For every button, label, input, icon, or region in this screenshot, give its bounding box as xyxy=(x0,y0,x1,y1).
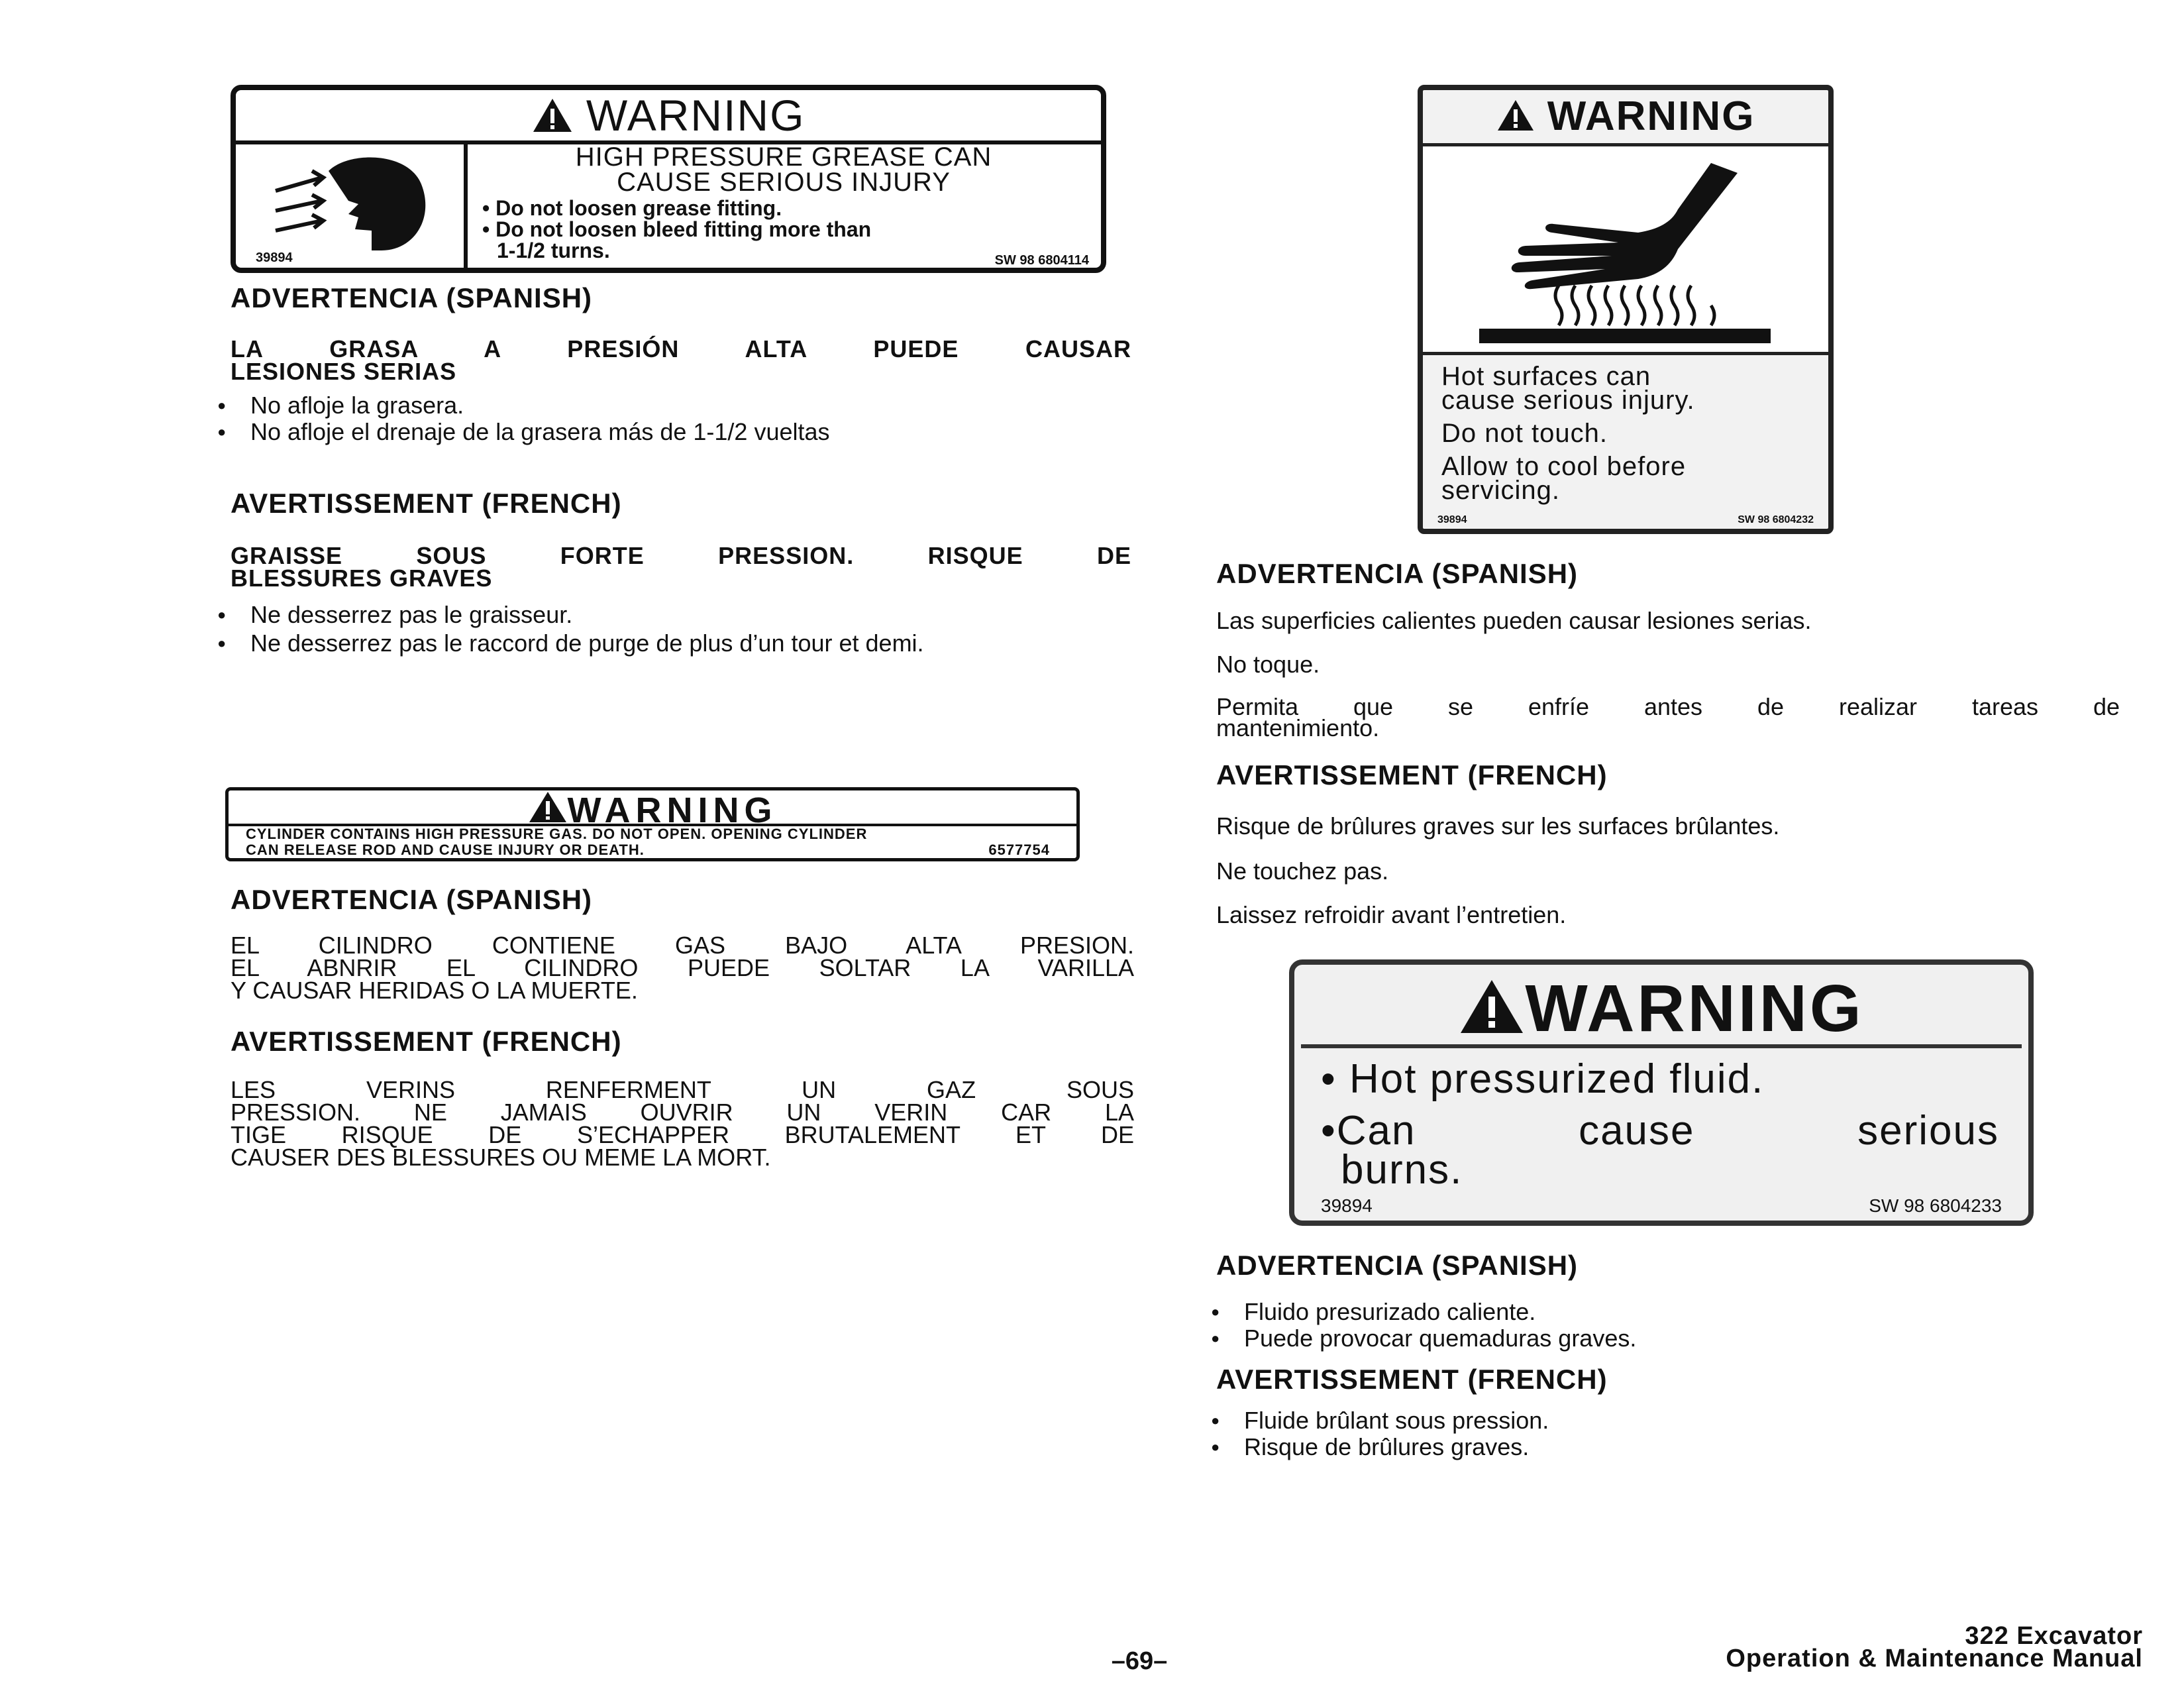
label-code-left: 39894 xyxy=(256,250,293,265)
label-text-line: servicing. xyxy=(1441,476,1560,505)
label-header-text: WARNING xyxy=(586,91,806,140)
label-code-left: 39894 xyxy=(1437,514,1467,525)
hot-surface-pictogram xyxy=(1423,146,1828,355)
spanish-heading: ADVERTENCIA (SPANISH) xyxy=(231,282,593,313)
manual-title-line: Operation & Maintenance Manual xyxy=(1726,1645,2143,1672)
manual-title-line: 322 Excavator xyxy=(1965,1622,2143,1650)
label-text-line: CYLINDER CONTAINS HIGH PRESSURE GAS. DO NOT OPEN. OPENING CYLINDER xyxy=(246,826,868,842)
warning-triangle-icon xyxy=(1496,99,1535,132)
label-code-right: SW 98 6804232 xyxy=(1738,514,1814,525)
label-text-line: Do not touch. xyxy=(1441,419,1608,448)
head-spray-icon xyxy=(249,151,448,257)
label-code-right: SW 98 6804114 xyxy=(994,253,1089,268)
manual-title xyxy=(1726,1622,2143,1672)
cylinder-warning-label xyxy=(225,787,1080,861)
spanish-heading: ADVERTENCIA (SPANISH) xyxy=(231,884,593,915)
french-paragraph: Risque de brûlures graves sur les surfaces brûlantes. xyxy=(1216,812,1780,840)
list-item: ● Fluido presurizado caliente. xyxy=(1211,1299,2072,1325)
label-text-line: Hot surfaces can xyxy=(1441,362,1651,391)
spanish-paragraph: Permita que se enfríe antes de realizar tareas de xyxy=(1216,693,2120,720)
label-text-line: cause serious injury. xyxy=(1441,386,1695,415)
label-header xyxy=(236,90,1101,144)
label-header-text: WARNING xyxy=(1547,93,1755,139)
french-heading: AVERTISSEMENT (FRENCH) xyxy=(231,1026,622,1057)
hand-over-heat-icon xyxy=(1459,150,1791,349)
hot-fluid-warning-label xyxy=(1289,959,2034,1226)
label-bullet: •Can cause serious xyxy=(1321,1108,1999,1154)
french-paragraph: Ne touchez pas. xyxy=(1216,857,1389,885)
french-paragraph: LES VERINS RENFERMENT UN GAZ SOUS PRESSION. NE JAMAIS OUVRIR UN VERIN CAR LA TIGE RISQUE DE S’ECHAPPER BRUTALEMENT ET DE CAUSER DES BLESSURES OU MEME LA MORT. xyxy=(231,1076,1134,1171)
label-bullet: 1-1/2 turns. xyxy=(497,239,610,262)
label-code-left: 39894 xyxy=(1321,1195,1373,1216)
list-item: ● Ne desserrez pas le raccord de purge de plus d’un tour et demi. xyxy=(217,632,1138,655)
french-paragraph: Laissez refroidir avant l’entretien. xyxy=(1216,901,1567,928)
label-bullet: • Do not loosen grease fitting. xyxy=(482,196,782,220)
warning-triangle-icon xyxy=(528,790,568,824)
page-number: –69– xyxy=(1111,1647,1168,1675)
label-header xyxy=(1423,90,1828,146)
label-header-text: WARNING xyxy=(567,790,778,830)
head-pressure-pictogram xyxy=(236,144,468,268)
warning-triangle-icon xyxy=(1459,978,1525,1035)
label-title-line: HIGH PRESSURE GREASE CAN xyxy=(575,142,992,172)
list-item: ● No afloje el drenaje de la grasera más de 1-1/2 vueltas xyxy=(217,419,1145,445)
warning-triangle-icon xyxy=(532,97,573,133)
hot-surface-warning-label xyxy=(1418,85,1834,534)
spanish-bullet-list xyxy=(1211,1299,2072,1352)
spanish-paragraph: EL CILINDRO CONTIENE GAS BAJO ALTA PRESION. EL ABNRIR EL CILINDRO PUEDE SOLTAR LA VARILLA Y CAUSAR HERIDAS O LA MUERTE. xyxy=(231,932,1134,1004)
label-bullet: • Do not loosen bleed fitting more than xyxy=(482,217,872,241)
spanish-bullet-list xyxy=(217,392,1145,445)
spanish-paragraph: mantenimiento. xyxy=(1216,714,1380,741)
french-caps-line: GRAISSE SOUS FORTE PRESSION. RISQUE DE xyxy=(231,542,1131,569)
list-item: ● Fluide brûlant sous pression. xyxy=(1211,1407,2072,1434)
label-header xyxy=(229,790,1076,830)
label-bullet: burns. xyxy=(1341,1147,1463,1193)
spanish-heading: ADVERTENCIA (SPANISH) xyxy=(1216,1250,1579,1281)
label-text-line: CAN RELEASE ROD AND CAUSE INJURY OR DEATH. 6577754 xyxy=(246,842,1050,858)
french-caps-line: BLESSURES GRAVES xyxy=(231,565,493,592)
label-header xyxy=(1301,971,2022,1048)
grease-warning-label xyxy=(231,85,1106,273)
list-item: ● Puede provocar quemaduras graves. xyxy=(1211,1325,2072,1352)
french-bullet-list xyxy=(1211,1407,2072,1460)
spanish-caps-line: LA GRASA A PRESIÓN ALTA PUEDE CAUSAR xyxy=(231,335,1131,362)
list-item: ● No afloje la grasera. xyxy=(217,392,1145,419)
label-text-panel xyxy=(469,144,1098,268)
spanish-paragraph: No toque. xyxy=(1216,651,1320,678)
label-title-line: CAUSE SERIOUS INJURY xyxy=(617,168,951,197)
spanish-caps-line: LESIONES SERIAS xyxy=(231,358,457,385)
french-heading: AVERTISSEMENT (FRENCH) xyxy=(231,488,622,519)
spanish-heading: ADVERTENCIA (SPANISH) xyxy=(1216,558,1579,589)
french-heading: AVERTISSEMENT (FRENCH) xyxy=(1216,1364,1608,1395)
list-item: ● Ne desserrez pas le graisseur. xyxy=(217,602,1138,628)
spanish-paragraph: Las superficies calientes pueden causar lesiones serias. xyxy=(1216,607,1812,634)
label-header-text: WARNING xyxy=(1525,971,1864,1046)
french-bullet-list xyxy=(217,602,1138,655)
label-bullet: • Hot pressurized fluid. xyxy=(1321,1056,1765,1102)
french-heading: AVERTISSEMENT (FRENCH) xyxy=(1216,759,1608,790)
label-text-line: Allow to cool before xyxy=(1441,452,1687,481)
label-code-right: SW 98 6804233 xyxy=(1869,1195,2002,1216)
list-item: ● Risque de brûlures graves. xyxy=(1211,1434,2072,1460)
